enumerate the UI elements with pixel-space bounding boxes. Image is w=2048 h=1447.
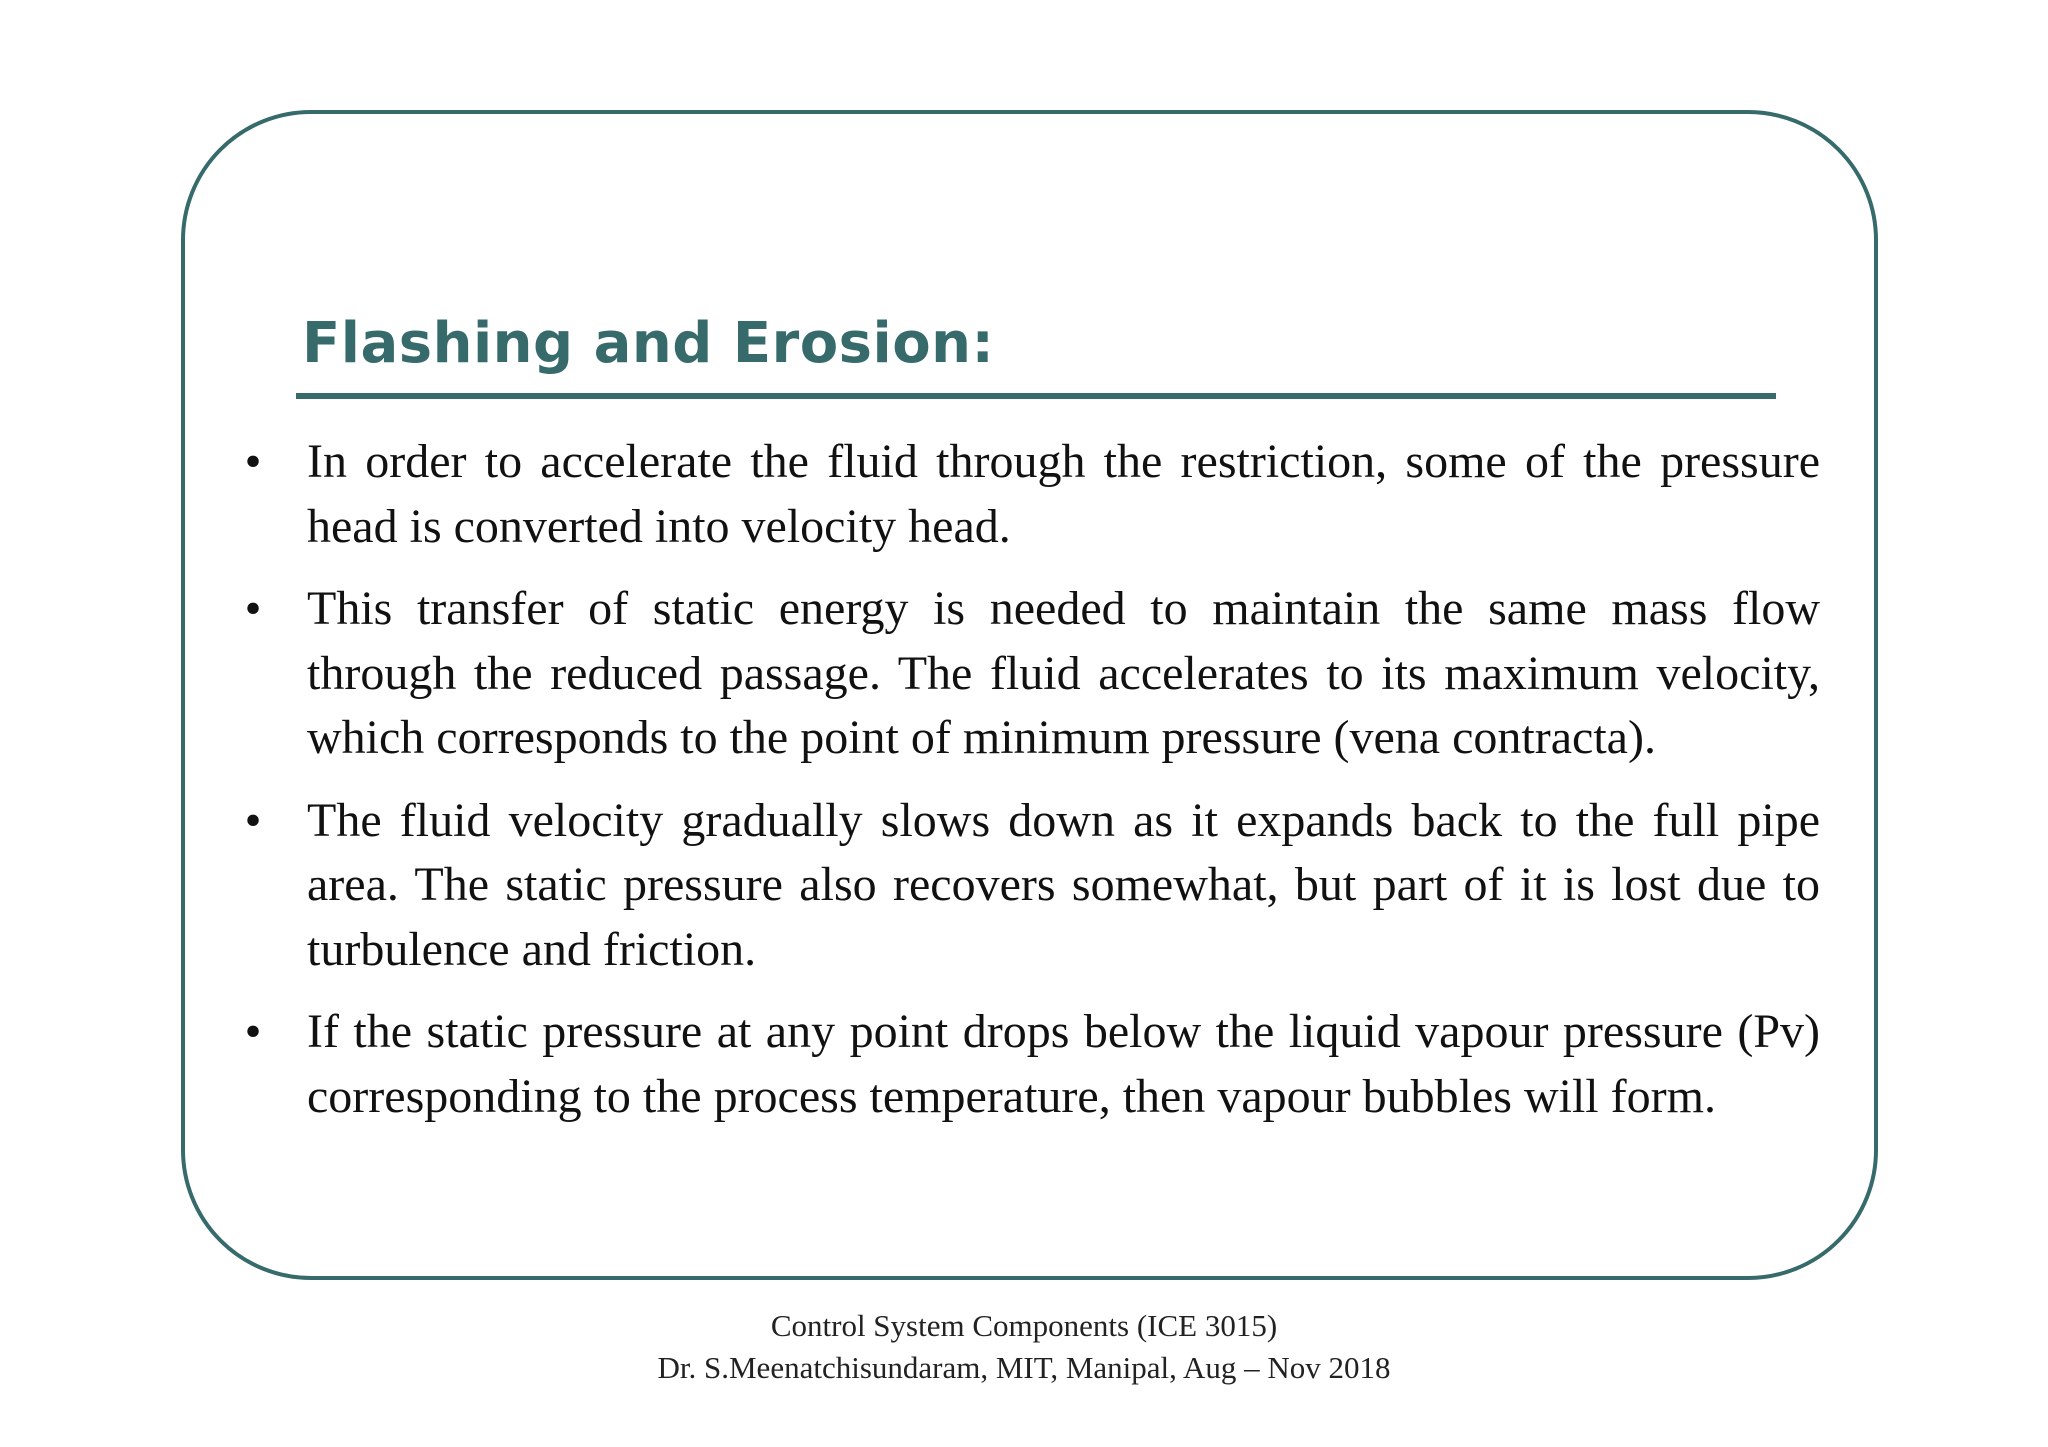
bullet-item <box>238 577 1820 771</box>
bullet-text: In order to accelerate the fluid through the restriction, some of the pressure head is converted into velocity head. <box>307 435 1820 553</box>
bullet-list <box>238 430 1820 1147</box>
bullet-marker: • <box>244 1005 262 1058</box>
footer-course: Control System Components (ICE 3015) <box>770 1308 1278 1343</box>
title-underline <box>296 393 1776 399</box>
bullet-marker: • <box>244 582 262 635</box>
bullet-marker: • <box>244 435 262 488</box>
bullet-text: The fluid velocity gradually slows down as it expands back to the full pipe area. The static pressure also recovers somewhat, but part of it is lost due to turbulence and friction. <box>307 793 1820 976</box>
slide-footer <box>0 1305 2048 1389</box>
bullet-item <box>238 789 1820 983</box>
bullet-text: This transfer of static energy is needed to maintain the same mass flow through the reduced passage. The fluid accelerates to its maximum velocity, which corresponds to the point of minimum pressure (vena contracta). <box>307 582 1820 764</box>
footer-author: Dr. S.Meenatchisundaram, MIT, Manipal, Aug – Nov 2018 <box>657 1350 1391 1385</box>
bullet-item <box>238 430 1820 559</box>
slide-title: Flashing and Erosion: <box>302 311 995 376</box>
bullet-item <box>238 1000 1820 1129</box>
bullet-marker: • <box>244 793 262 847</box>
bullet-text: If the static pressure at any point drops below the liquid vapour pressure (Pv) corresponding to the process temperature, then vapour bubbles will form. <box>307 1005 1820 1123</box>
